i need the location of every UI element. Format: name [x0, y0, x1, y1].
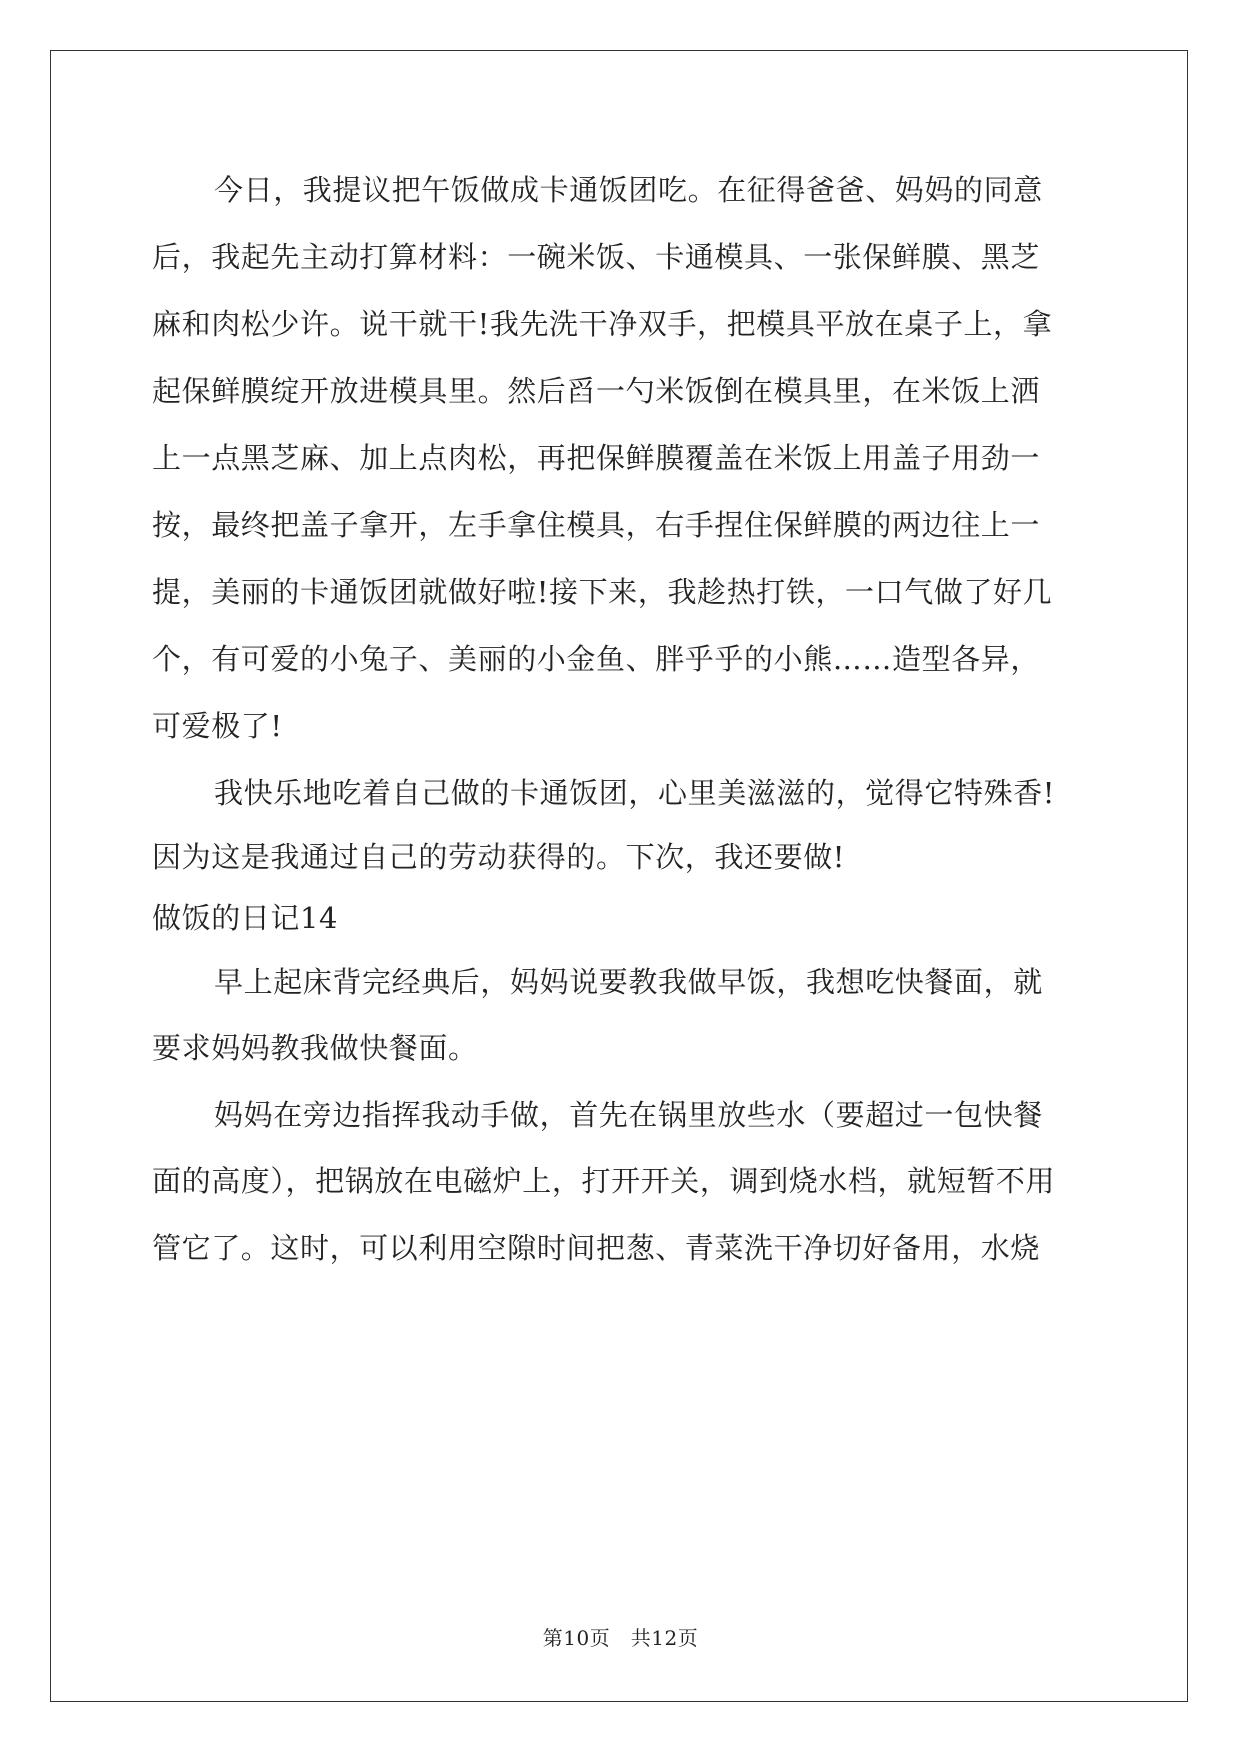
text-line: 可爱极了! [152, 709, 283, 743]
text-line: 麻和肉松少许。说干就干!我先洗干净双手，把模具平放在桌子上，拿 [152, 307, 1053, 341]
page-footer: 第10页 共12页 [542, 1626, 699, 1650]
text-line: 提，美丽的卡通饭团就做好啦!接下来，我趁热打铁，一口气做了好几 [152, 575, 1053, 609]
text-line: 因为这是我通过自己的劳动获得的。下次，我还要做! [152, 840, 846, 874]
text-line: 后，我起先主动打算材料：一碗米饭、卡通模具、一张保鲜膜、黑芝 [152, 240, 1041, 274]
text-line: 要求妈妈教我做快餐面。 [152, 1031, 478, 1065]
text-line: 管它了。这时，可以利用空隙时间把葱、青菜洗干净切好备用，水烧 [152, 1231, 1041, 1265]
text-line: 今日，我提议把午饭做成卡通饭团吃。在征得爸爸、妈妈的同意 [214, 173, 1043, 207]
text-line: 上一点黑芝麻、加上点肉松，再把保鲜膜覆盖在米饭上用盖子用劲一 [152, 441, 1041, 475]
text-line: 起保鲜膜绽开放进模具里。然后舀一勺米饭倒在模具里，在米饭上洒 [152, 374, 1041, 408]
text-line: 个，有可爱的小兔子、美丽的小金鱼、胖乎乎的小熊……造型各异， [152, 642, 1041, 676]
text-line: 妈妈在旁边指挥我动手做，首先在锅里放些水（要超过一包快餐 [214, 1098, 1043, 1132]
text-line: 按，最终把盖子拿开，左手拿住模具，右手捏住保鲜膜的两边往上一 [152, 508, 1041, 542]
text-line: 早上起床背完经典后，妈妈说要教我做早饭，我想吃快餐面，就 [214, 965, 1043, 999]
text-line: 我快乐地吃着自己做的卡通饭团，心里美滋滋的，觉得它特殊香! [214, 776, 1056, 810]
section-heading: 做饭的日记14 [152, 901, 339, 935]
text-line: 面的高度），把锅放在电磁炉上，打开开关，调到烧水档，就短暂不用 [152, 1164, 1056, 1198]
